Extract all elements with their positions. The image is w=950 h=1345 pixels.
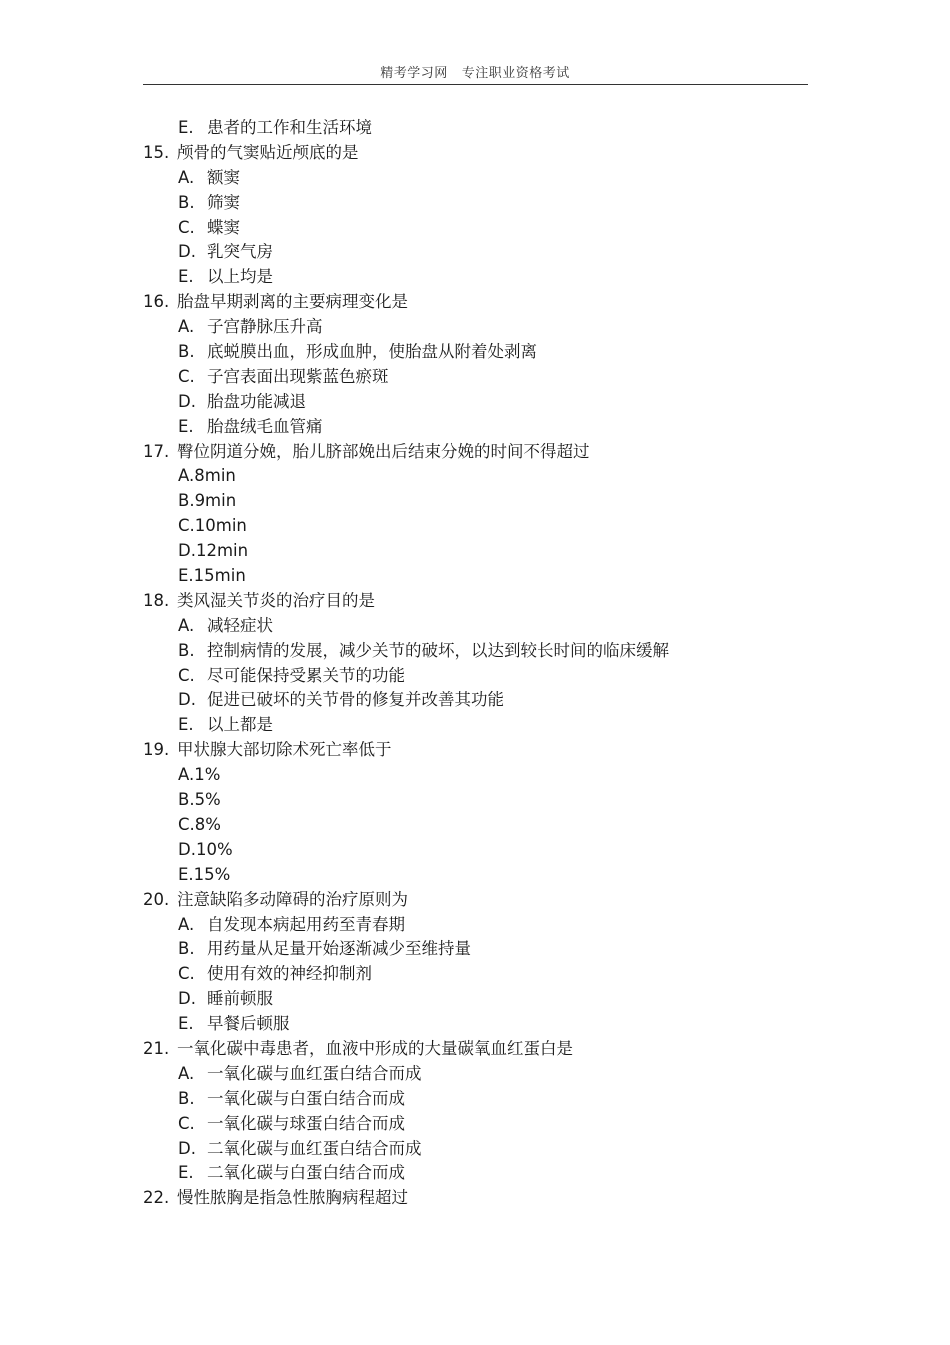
option-label: C. <box>178 366 195 386</box>
option-text: A.8min <box>178 466 236 486</box>
option-label: E. <box>178 416 194 436</box>
option-text: D.12min <box>178 541 249 561</box>
question-stem <box>143 1037 823 1062</box>
option-label: A. <box>178 914 195 934</box>
answer-option <box>143 913 823 938</box>
option-label: C. <box>178 1113 195 1133</box>
option-text: 底蜕膜出血，形成血肿，使胎盘从附着处剥离 <box>207 342 537 362</box>
option-label: C. <box>178 217 195 237</box>
option-label: B. <box>178 939 195 959</box>
question-stem <box>143 141 823 166</box>
option-text: 胎盘绒毛血管痛 <box>207 416 323 436</box>
option-text: 一氧化碳与白蛋白结合而成 <box>207 1088 405 1108</box>
question-text: 注意缺陷多动障碍的治疗原则为 <box>177 889 408 909</box>
question-text: 慢性脓胸是指急性脓胸病程超过 <box>177 1188 408 1208</box>
option-text: 以上都是 <box>207 715 273 735</box>
answer-option <box>143 315 823 340</box>
answer-option <box>143 464 823 489</box>
answer-option <box>143 813 823 838</box>
answer-option <box>143 788 823 813</box>
answer-option <box>143 116 823 141</box>
option-text: 一氧化碳与球蛋白结合而成 <box>207 1113 405 1133</box>
answer-option <box>143 1087 823 1112</box>
option-label: E. <box>178 267 194 287</box>
answer-option <box>143 415 823 440</box>
question-number: 22. <box>143 1188 170 1208</box>
answer-option <box>143 539 823 564</box>
option-text: 尽可能保持受累关节的功能 <box>207 665 405 685</box>
option-text: 二氧化碳与白蛋白结合而成 <box>207 1163 405 1183</box>
option-text: C.10min <box>178 516 247 536</box>
option-label: D. <box>178 989 196 1009</box>
option-text: 胎盘功能减退 <box>207 391 306 411</box>
option-text: 一氧化碳与血红蛋白结合而成 <box>207 1063 422 1083</box>
option-text: 蝶窦 <box>207 217 240 237</box>
option-label: E. <box>178 1163 194 1183</box>
answer-option <box>143 1161 823 1186</box>
option-text: 患者的工作和生活环境 <box>207 118 372 137</box>
option-label: B. <box>178 192 195 212</box>
header-site-name: 精考学习网 <box>380 66 448 81</box>
option-text: 减轻症状 <box>207 615 273 635</box>
question-text: 颅骨的气窦贴近颅底的是 <box>177 142 359 162</box>
option-text: B.9min <box>178 491 237 511</box>
option-label: D. <box>178 690 196 710</box>
option-label: D. <box>178 242 196 262</box>
option-text: A.1% <box>178 765 221 785</box>
option-label: A. <box>178 167 195 187</box>
question-stem <box>143 1186 823 1211</box>
header-slogan: 专注职业资格考试 <box>461 66 570 81</box>
option-label: C. <box>178 665 195 685</box>
question-number: 20. <box>143 889 170 909</box>
answer-option <box>143 763 823 788</box>
option-text: 子宫静脉压升高 <box>207 317 323 337</box>
question-stem <box>143 738 823 763</box>
option-label: E. <box>178 118 194 137</box>
option-label: A. <box>178 317 195 337</box>
question-number: 21. <box>143 1038 170 1058</box>
question-stem <box>143 440 823 465</box>
option-label: A. <box>178 1063 195 1083</box>
option-text: 早餐后顿服 <box>207 1014 290 1034</box>
option-text: B.5% <box>178 790 221 810</box>
option-text: 额窦 <box>207 167 240 187</box>
question-stem <box>143 888 823 913</box>
answer-option <box>143 1137 823 1162</box>
option-text: 筛窦 <box>207 192 240 212</box>
answer-option <box>143 614 823 639</box>
answer-option <box>143 688 823 713</box>
option-text: 自发现本病起用药至青春期 <box>207 914 405 934</box>
answer-option <box>143 191 823 216</box>
question-stem <box>143 589 823 614</box>
question-stem <box>143 290 823 315</box>
question-text: 甲状腺大部切除术死亡率低于 <box>177 740 392 760</box>
answer-option <box>143 987 823 1012</box>
answer-option <box>143 216 823 241</box>
option-label: B. <box>178 640 195 660</box>
answer-option <box>143 713 823 738</box>
option-label: D. <box>178 391 196 411</box>
option-text: 乳突气房 <box>207 242 273 262</box>
question-number: 16. <box>143 292 170 312</box>
option-text: 用药量从足量开始逐渐减少至维持量 <box>207 939 471 959</box>
option-text: 使用有效的神经抑制剂 <box>207 964 372 984</box>
question-text: 类风湿关节炎的治疗目的是 <box>177 590 375 610</box>
question-text: 一氧化碳中毒患者，血液中形成的大量碳氧血红蛋白是 <box>177 1038 573 1058</box>
option-label: E. <box>178 715 194 735</box>
option-text: 促进已破坏的关节骨的修复并改善其功能 <box>207 690 504 710</box>
answer-option <box>143 863 823 888</box>
answer-option <box>143 564 823 589</box>
option-label: B. <box>178 342 195 362</box>
option-text: 控制病情的发展，减少关节的破坏，以达到较长时间的临床缓解 <box>207 640 669 660</box>
answer-option <box>143 1112 823 1137</box>
option-label: B. <box>178 1088 195 1108</box>
answer-option <box>143 365 823 390</box>
answer-option <box>143 1062 823 1087</box>
page-header <box>0 62 950 81</box>
answer-option <box>143 639 823 664</box>
answer-option <box>143 166 823 191</box>
answer-option <box>143 265 823 290</box>
option-label: D. <box>178 1138 196 1158</box>
answer-option <box>143 937 823 962</box>
option-text: D.10% <box>178 839 233 859</box>
option-label: A. <box>178 615 195 635</box>
answer-option <box>143 489 823 514</box>
question-number: 19. <box>143 740 170 760</box>
question-list <box>143 116 823 1211</box>
question-text: 臀位阴道分娩，胎儿脐部娩出后结束分娩的时间不得超过 <box>177 441 590 461</box>
question-number: 15. <box>143 142 170 162</box>
question-text: 胎盘早期剥离的主要病理变化是 <box>177 292 408 312</box>
answer-option <box>143 240 823 265</box>
answer-option <box>143 1012 823 1037</box>
option-text: C.8% <box>178 814 221 834</box>
answer-option <box>143 664 823 689</box>
option-label: C. <box>178 964 195 984</box>
option-text: E.15min <box>178 566 246 586</box>
option-label: E. <box>178 1014 194 1034</box>
header-rule <box>143 84 808 85</box>
answer-option <box>143 514 823 539</box>
answer-option <box>143 390 823 415</box>
option-text: 二氧化碳与血红蛋白结合而成 <box>207 1138 422 1158</box>
option-text: 子宫表面出现紫蓝色瘀斑 <box>207 366 389 386</box>
answer-option <box>143 962 823 987</box>
option-text: 睡前顿服 <box>207 989 273 1009</box>
option-text: E.15% <box>178 864 231 884</box>
answer-option <box>143 340 823 365</box>
answer-option <box>143 838 823 863</box>
option-text: 以上均是 <box>207 267 273 287</box>
question-number: 18. <box>143 590 170 610</box>
question-number: 17. <box>143 441 170 461</box>
